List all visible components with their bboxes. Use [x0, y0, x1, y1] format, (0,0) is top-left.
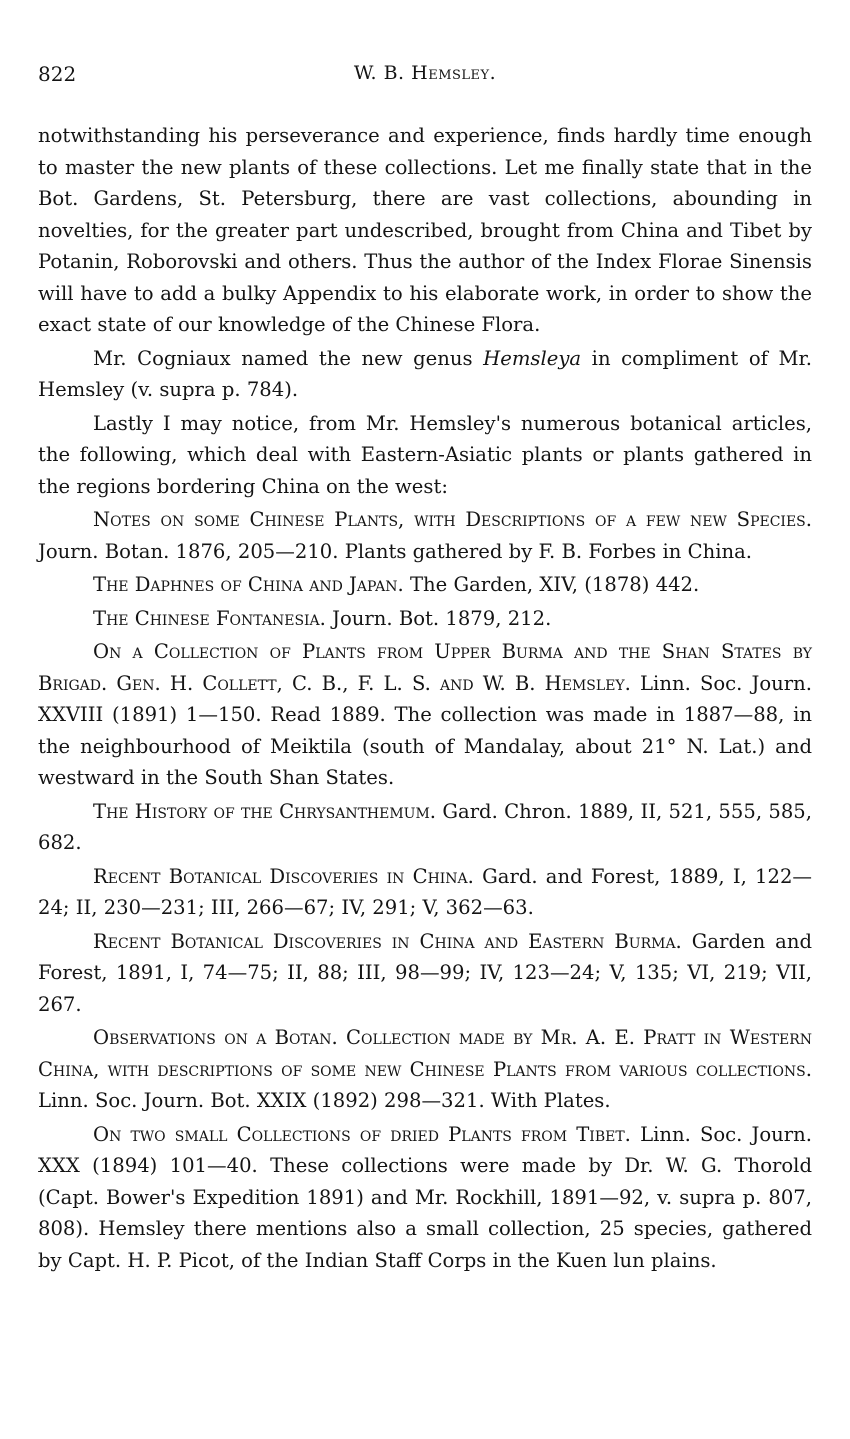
page-number: 822	[38, 62, 77, 86]
reference-details: Journ. Botan. 1876, 205—210. Plants gathered by F. B. Forbes in China.	[38, 539, 752, 563]
paragraph-text: Mr. Cogniaux named the new genus	[93, 346, 484, 370]
reference-entry	[38, 603, 812, 635]
body-paragraph	[38, 343, 812, 406]
reference-details: Linn. Soc. Journ. Bot. XXIX (1892) 298—321. With Plates.	[38, 1089, 611, 1112]
reference-entry	[38, 1119, 812, 1277]
page-header	[38, 62, 812, 88]
body-paragraph	[38, 408, 812, 503]
reference-entry	[38, 796, 812, 859]
reference-details: Linn. Soc. Journ. XXX (1894) 101—40. These collections were made by Dr. W. G. Thorold (Capt. Bower's Expedition 1891) and Mr. Rockhill, 1891—92, v. supra p. 807, 808). Hemsley there mentions also a small collection, 25 species, gathered by Capt. H. P. Picot, of the Indian Staff Corps in the Kuen lun plains.	[38, 1122, 812, 1272]
reference-title: Recent Botanical Discoveries in China.	[93, 864, 474, 888]
reference-entry	[38, 926, 812, 1021]
paragraph-text: Lastly I may notice, from Mr. Hemsley's numerous botanical articles, the following, which deal with Eastern-Asiatic plants or plants gathered in the regions bordering China on the west:	[38, 411, 812, 498]
reference-details: Journ. Bot. 1879, 212.	[332, 606, 552, 630]
reference-entry	[38, 636, 812, 794]
reference-entry	[38, 504, 812, 567]
reference-details: Gard. Chron. 1889, II, 521, 555, 585, 682.	[38, 799, 812, 854]
reference-title: Notes on some Chinese Plants, with Descriptions of a few new Species.	[93, 508, 812, 531]
reference-entry	[38, 861, 812, 924]
paragraph-text: notwithstanding his perseverance and experience, finds hardly time enough to master the new plants of these collections. Let me finally state that in the Bot. Gardens, St. Petersburg, there are vast collections, abounding in novelties, for the greater part undescribed, brought from China and Tibet by Potanin, Roborovski and others. Thus the author of the Index Florae Sinensis will have to add a bulky Appendix to his elaborate work, in order to show the exact state of our knowledge of the Chinese Flora.	[38, 124, 812, 336]
genus-name: Hemsleya	[483, 346, 582, 370]
reference-details: The Garden, XIV, (1878) 442.	[409, 573, 700, 596]
reference-details: Gard. and Forest, 1889, I, 122—24; II, 230—231; III, 266—67; IV, 291; V, 362—63.	[38, 864, 813, 919]
body-paragraph	[38, 120, 812, 341]
reference-title: On two small Collections of dried Plants from Tibet.	[93, 1122, 631, 1146]
reference-title: On a Collection of Plants from Upper Burma and the Shan States by Brigad. Gen. H. Collett, C. B., F. L. S. and W. B. Hemsley.	[38, 640, 812, 695]
reference-title: Recent Botanical Discoveries in China and Eastern Burma.	[93, 929, 682, 953]
reference-details: Linn. Soc. Journ. XXVIII (1891) 1—150. Read 1889. The collection was made in 1887—88, in the neighbourhood of Meiktila (south of Mandalay, about 21° N. Lat.) and westward in the South Shan States.	[38, 671, 813, 789]
page-body	[38, 120, 812, 1276]
reference-entry	[38, 1022, 812, 1117]
reference-details: Garden and Forest, 1891, I, 74—75; II, 88; III, 98—99; IV, 123—24; V, 135; VI, 219; VII, 267.	[38, 929, 812, 1016]
running-head: W. B. Hemsley.	[353, 62, 497, 84]
reference-title: The Daphnes of China and Japan.	[93, 573, 404, 596]
reference-entry	[38, 569, 812, 601]
reference-title: The Chinese Fontanesia.	[93, 606, 326, 630]
reference-title: The History of the Chrysanthemum.	[93, 799, 437, 823]
reference-title: Observations on a Botan. Collection made by Mr. A. E. Pratt in Western China, with descriptions of some new Chinese Plants from various collections.	[38, 1026, 812, 1081]
paragraph-text: in compliment of Mr. Hemsley (v. supra p. 784).	[38, 346, 812, 401]
